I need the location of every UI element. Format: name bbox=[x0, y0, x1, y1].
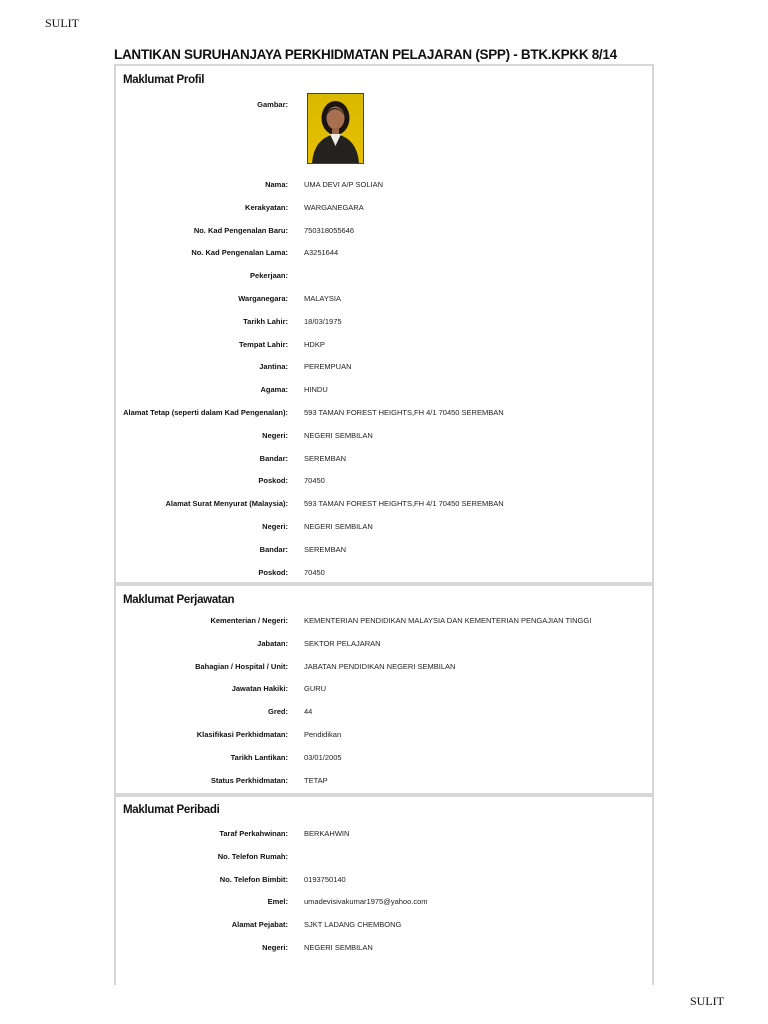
field-row bbox=[116, 829, 652, 841]
field-label: Negeri: bbox=[262, 943, 288, 952]
document-title: LANTIKAN SURUHANJAYA PERKHIDMATAN PELAJARAN (SPP) - BTK.KPKK 8/14 bbox=[114, 47, 617, 62]
person-portrait-icon bbox=[308, 94, 363, 163]
field-label: Status Perkhidmatan: bbox=[210, 775, 288, 785]
field-row bbox=[116, 684, 652, 696]
field-label: Bahagian / Hospital / Unit: bbox=[195, 661, 288, 671]
field-value: SEKTOR PELAJARAN bbox=[304, 638, 381, 648]
field-value: Pendidikan bbox=[304, 730, 342, 739]
field-label: Gred: bbox=[267, 707, 288, 717]
field-value: SEREMBAN bbox=[304, 544, 347, 554]
panel-maklumat-perjawatan bbox=[114, 584, 654, 795]
field-label: Emel: bbox=[267, 897, 288, 907]
field-row bbox=[116, 408, 652, 420]
field-row bbox=[116, 639, 652, 651]
field-value: 70450 bbox=[304, 567, 325, 577]
field-row bbox=[116, 753, 652, 765]
field-value: 593 TAMAN FOREST HEIGHTS,FH 4/1 70450 SEREMBAN bbox=[304, 499, 504, 509]
field-row bbox=[116, 203, 652, 215]
field-label: Alamat Tetap (seperti dalam Kad Pengenalan): bbox=[123, 408, 288, 417]
field-value: 70450 bbox=[304, 476, 325, 486]
field-row bbox=[116, 545, 652, 557]
field-value: 18/03/1975 bbox=[304, 316, 342, 326]
field-row bbox=[116, 499, 652, 511]
field-value: NEGERI SEMBILAN bbox=[304, 522, 373, 531]
field-label: No. Kad Pengenalan Baru: bbox=[193, 225, 288, 235]
section-title-perjawatan: Maklumat Perjawatan bbox=[123, 594, 235, 606]
field-label: No. Kad Pengenalan Lama: bbox=[191, 248, 288, 258]
field-row bbox=[116, 362, 652, 374]
field-value: HINDU bbox=[304, 385, 328, 395]
field-value: MALAYSIA bbox=[304, 294, 341, 303]
field-label: Alamat Surat Menyurat (Malaysia): bbox=[165, 499, 288, 509]
field-row bbox=[116, 180, 652, 192]
field-label: Nama: bbox=[265, 180, 288, 189]
section-title-peribadi: Maklumat Peribadi bbox=[123, 804, 220, 816]
field-label: Bandar: bbox=[259, 544, 288, 554]
field-row bbox=[116, 852, 652, 864]
field-label: Pekerjaan: bbox=[250, 271, 288, 281]
field-row bbox=[116, 385, 652, 397]
field-label: Taraf Perkahwinan: bbox=[219, 829, 288, 838]
field-label: Warganegara: bbox=[238, 294, 288, 303]
field-label: Tarikh Lantikan: bbox=[230, 752, 288, 762]
field-value: KEMENTERIAN PENDIDIKAN MALAYSIA DAN KEMENTERIAN PENGAJIAN TINGGI bbox=[304, 616, 592, 625]
field-label: Gambar: bbox=[257, 100, 288, 109]
panel-maklumat-profil bbox=[114, 64, 654, 584]
profile-photo bbox=[307, 93, 364, 164]
field-label: Poskod: bbox=[258, 567, 288, 577]
field-label: Tarikh Lahir: bbox=[243, 316, 288, 326]
field-label: Kerakyatan: bbox=[245, 202, 288, 212]
field-value: UMA DEVI A/P SOLIAN bbox=[304, 180, 384, 189]
field-label: Klasifikasi Perkhidmatan: bbox=[196, 730, 288, 739]
field-row bbox=[116, 226, 652, 238]
field-label: Negeri: bbox=[262, 430, 288, 440]
field-row bbox=[116, 317, 652, 329]
field-label: Kementerian / Negeri: bbox=[210, 616, 288, 625]
field-label: Agama: bbox=[260, 385, 288, 395]
field-label: No. Telefon Rumah: bbox=[217, 851, 288, 861]
field-row bbox=[116, 730, 652, 742]
field-value: SJKT LADANG CHEMBONG bbox=[304, 920, 402, 930]
classification-footer: SULIT bbox=[690, 994, 724, 1008]
field-label: Jantina: bbox=[259, 362, 288, 372]
field-value: NEGERI SEMBILAN bbox=[304, 943, 373, 952]
field-value: BERKAHWIN bbox=[304, 829, 350, 838]
field-value: A3251644 bbox=[304, 248, 339, 258]
field-row bbox=[116, 271, 652, 283]
field-value: 593 TAMAN FOREST HEIGHTS,FH 4/1 70450 SEREMBAN bbox=[304, 408, 504, 417]
field-value: TETAP bbox=[304, 775, 328, 785]
field-row bbox=[116, 920, 652, 932]
field-row bbox=[116, 616, 652, 628]
field-row bbox=[116, 476, 652, 488]
field-label: Negeri: bbox=[262, 522, 288, 531]
field-row bbox=[116, 568, 652, 580]
field-label: Alamat Pejabat: bbox=[231, 920, 288, 930]
field-value: JABATAN PENDIDIKAN NEGERI SEMBILAN bbox=[304, 661, 456, 671]
field-row bbox=[116, 340, 652, 352]
field-row bbox=[116, 454, 652, 466]
field-row-gambar bbox=[116, 100, 652, 112]
field-label: Jabatan: bbox=[257, 638, 288, 648]
field-value: 03/01/2005 bbox=[304, 752, 342, 762]
field-value: PEREMPUAN bbox=[304, 362, 352, 372]
panel-maklumat-peribadi bbox=[114, 795, 654, 985]
field-label: Tempat Lahir: bbox=[238, 339, 288, 349]
field-row bbox=[116, 943, 652, 955]
field-value: WARGANEGARA bbox=[304, 202, 364, 212]
field-row bbox=[116, 294, 652, 306]
field-row bbox=[116, 522, 652, 534]
field-value: 750318055646 bbox=[304, 225, 355, 235]
field-row bbox=[116, 875, 652, 887]
section-title-profil: Maklumat Profil bbox=[123, 74, 205, 86]
field-value: SEREMBAN bbox=[304, 453, 347, 463]
field-label: Poskod: bbox=[258, 476, 288, 486]
field-value: 44 bbox=[304, 707, 313, 717]
field-value: NEGERI SEMBILAN bbox=[304, 430, 373, 440]
classification-header: SULIT bbox=[45, 16, 79, 30]
field-row bbox=[116, 662, 652, 674]
field-value: GURU bbox=[304, 684, 327, 694]
field-value: 0193750140 bbox=[304, 874, 346, 884]
field-label: Bandar: bbox=[259, 453, 288, 463]
field-row bbox=[116, 431, 652, 443]
field-row bbox=[116, 248, 652, 260]
field-label: No. Telefon Bimbit: bbox=[219, 874, 288, 884]
field-value: HDKP bbox=[304, 339, 325, 349]
field-row bbox=[116, 897, 652, 909]
field-value: umadevisivakumar1975@yahoo.com bbox=[304, 897, 428, 907]
field-label: Jawatan Hakiki: bbox=[231, 684, 288, 694]
field-row bbox=[116, 707, 652, 719]
field-row bbox=[116, 776, 652, 788]
